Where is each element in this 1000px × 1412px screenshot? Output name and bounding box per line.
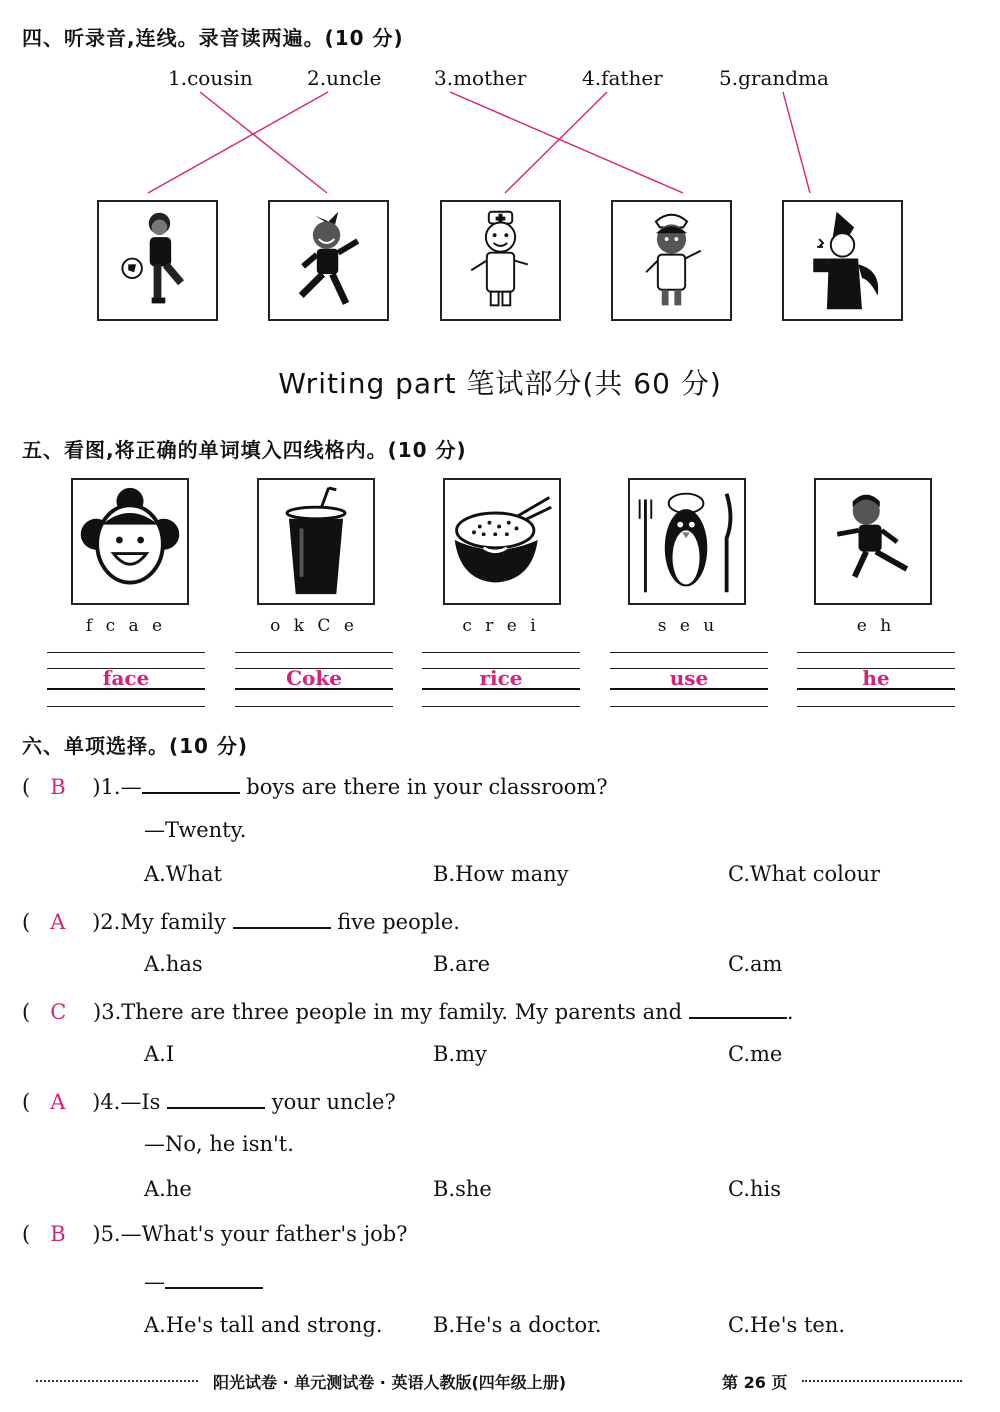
paren-open: ( [22,1222,31,1246]
answer-blank-5[interactable] [165,1267,263,1289]
answer-blank-1[interactable] [142,772,240,794]
q3-option-b[interactable]: B.my [433,1042,487,1066]
picture-rice-bowl [443,478,561,605]
match-word-5: 5.grandma [719,66,829,90]
answer-word-4: use [669,666,709,690]
q5-option-c[interactable]: C.He's ten. [728,1313,846,1337]
q2-option-b[interactable]: B.are [433,952,491,976]
answer-blank-2[interactable] [233,907,331,929]
answer-word-1: face [102,666,150,690]
picture-doctor [440,200,561,321]
four-line-grid-5[interactable] [797,652,955,706]
q1-option-b[interactable]: B.How many [433,862,569,886]
q5-option-a[interactable]: A.He's tall and strong. [144,1313,383,1337]
match-word-1: 1.cousin [168,66,253,90]
match-line-cousin [200,92,327,193]
picture-face [71,478,189,605]
answer-mark-4: A [50,1090,66,1114]
q1-option-c[interactable]: C.What colour [728,862,881,886]
q1-option-a[interactable]: A.What [144,862,222,886]
scrambled-letters-2: o k C e [270,616,358,636]
answer-word-3: rice [479,666,523,690]
answer-mark-1: B [50,775,66,799]
matching-lines [0,0,1000,200]
q4-option-b[interactable]: B.she [433,1177,492,1201]
section4-heading: 四、听录音,连线。录音读两遍。(10 分) [22,26,404,50]
question-1-tail: boys are there in your classroom? [239,775,608,799]
q4-option-a[interactable]: A.he [144,1177,192,1201]
footer-dots-left [36,1380,198,1382]
picture-soccer-boy [97,200,218,321]
question-3-tail: . [786,1000,794,1024]
answer-blank-4[interactable] [167,1087,265,1109]
answer-blank-3[interactable] [689,997,787,1019]
paren-open: ( [22,910,31,934]
picture-running-boy [814,478,932,605]
answer-mark-3: C [50,1000,67,1024]
match-line-grandma [783,92,810,193]
match-word-4: 4.father [582,66,663,90]
match-line-father [505,92,607,193]
four-line-grid-2[interactable] [235,652,393,706]
answer-mark-5: B [50,1222,66,1246]
section5-heading: 五、看图,将正确的单词填入四线格内。(10 分) [22,438,467,462]
four-line-grid-4[interactable] [610,652,768,706]
question-2 [22,907,460,934]
paren-open: ( [22,775,31,799]
q3-option-c[interactable]: C.me [728,1042,783,1066]
paren-open: ( [22,1000,31,1024]
scrambled-letters-3: c r e i [462,616,540,636]
q2-option-c[interactable]: C.am [728,952,783,976]
picture-kicking-boy [268,200,389,321]
footer-page-number: 第 26 页 [722,1373,788,1392]
section6-heading: 六、单项选择。(10 分) [22,734,249,758]
question-3 [22,997,794,1024]
match-line-mother [450,92,683,193]
answer-word-2: Coke [286,666,342,690]
scrambled-letters-1: f c a e [85,616,167,636]
match-word-2: 2.uncle [307,66,382,90]
question-2-stem: )2.My family [92,910,233,934]
question-2-tail: five people. [330,910,460,934]
answer-word-5: he [862,666,890,690]
question-4-tail: your uncle? [265,1090,396,1114]
question-1-stem: )1.— [92,775,142,799]
footer-text: 阳光试卷 · 单元测试卷 · 英语人教版(四年级上册) [213,1373,567,1392]
reply-dash: — [144,1270,165,1294]
question-4 [22,1087,396,1114]
question-5-stem: )5.—What's your father's job? [92,1222,408,1246]
match-word-3: 3.mother [434,66,527,90]
picture-cook [782,200,903,321]
q5-option-b[interactable]: B.He's a doctor. [433,1313,602,1337]
footer-dots-right [802,1380,962,1382]
question-1 [22,772,608,799]
four-line-grid-1[interactable] [47,652,205,706]
q3-option-a[interactable]: A.I [144,1042,175,1066]
q2-option-a[interactable]: A.has [144,952,203,976]
writing-part-title: Writing part 笔试部分(共 60 分) [278,367,722,400]
scrambled-letters-4: s e u [657,616,719,636]
question-4-reply: —No, he isn't. [144,1132,294,1156]
question-4-stem: )4.—Is [92,1090,168,1114]
scrambled-letters-5: e h [856,616,896,636]
question-3-stem: )3.There are three people in my family. My parents and [93,1000,689,1024]
four-line-grid-3[interactable] [422,652,580,706]
picture-coke [257,478,375,605]
answer-mark-2: A [50,910,66,934]
paren-open: ( [22,1090,31,1114]
question-1-reply: —Twenty. [144,818,247,842]
picture-penguin [628,478,746,605]
picture-nurse [611,200,732,321]
match-line-uncle [148,92,328,193]
question-5-reply [144,1267,263,1294]
q4-option-c[interactable]: C.his [728,1177,782,1201]
question-5 [22,1222,407,1246]
